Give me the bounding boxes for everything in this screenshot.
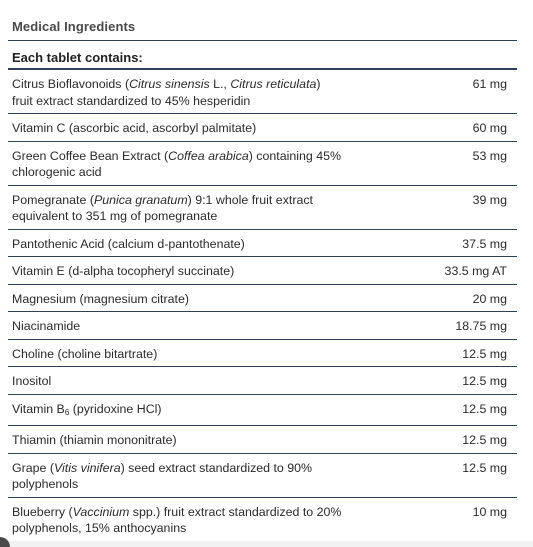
ingredient-row [8, 339, 517, 367]
name-text: ) containing 45% chlorogenic acid [12, 148, 342, 179]
subheading: Each tablet contains: [12, 50, 143, 65]
ingredient-name [8, 284, 348, 312]
ingredient-name [8, 394, 348, 426]
name-text: Vitamin B [12, 401, 65, 416]
ingredient-name [8, 114, 348, 142]
name-text: Choline (choline bitartrate) [12, 346, 158, 361]
ingredient-row [8, 185, 517, 229]
name-text: L., [209, 77, 231, 91]
subscript: 6 [64, 407, 70, 417]
ingredient-row [8, 497, 517, 541]
ingredient-name [8, 312, 348, 340]
ingredient-name [8, 497, 348, 541]
name-text: Pomegranate ( [12, 192, 94, 207]
ingredient-row [8, 284, 517, 312]
ingredient-name [8, 453, 348, 497]
ingredient-amount: 61 mg [348, 70, 517, 114]
latin-name: Vitis vinifera [54, 460, 121, 475]
ingredient-row [8, 367, 517, 395]
name-text: ) 9:1 whole fruit extract equivalent to 351 mg of pomegranate [12, 192, 313, 223]
ingredient-name [8, 70, 348, 114]
name-text: spp.) fruit extract standardized to 20% polyphenols, 15% anthocyanins [12, 504, 342, 535]
ingredients-table [8, 70, 517, 542]
ingredient-row [8, 70, 517, 114]
latin-name: Vaccinium [72, 504, 130, 519]
ingredient-amount: 33.5 mg AT [348, 257, 517, 285]
name-text: Vitamin C (ascorbic acid, ascorbyl palmitate) [12, 121, 257, 135]
ingredient-name [8, 141, 348, 185]
ingredient-amount: 12.5 mg [348, 394, 517, 426]
name-text: Magnesium (magnesium citrate) [12, 291, 189, 306]
ingredient-row [8, 394, 517, 426]
ingredient-row [8, 426, 517, 454]
name-text: ) fruit extract standardized to 45% hesperidin [12, 77, 321, 108]
ingredient-row [8, 453, 517, 497]
name-text: Inositol [12, 374, 52, 388]
ingredient-amount: 39 mg [348, 185, 517, 229]
name-text: Green Coffee Bean Extract ( [12, 148, 169, 163]
ingredient-name [8, 339, 348, 367]
ingredient-name [8, 257, 348, 285]
name-text: Niacinamide [12, 319, 81, 333]
ingredient-amount: 10 mg [348, 497, 517, 541]
ingredient-row [8, 141, 517, 185]
section-title: Medical Ingredients [12, 19, 136, 34]
ingredient-amount: 12.5 mg [348, 453, 517, 497]
ingredient-amount: 12.5 mg [348, 367, 517, 395]
name-text: ) seed extract standardized to 90% polyphenols [12, 460, 313, 491]
ingredient-amount: 12.5 mg [348, 426, 517, 454]
ingredient-row [8, 229, 517, 257]
ingredient-name [8, 426, 348, 454]
ingredient-amount: 37.5 mg [348, 229, 517, 257]
name-text: (pyridoxine HCl) [69, 401, 162, 416]
latin-name: Punica granatum [93, 192, 188, 207]
ingredient-amount: 18.75 mg [348, 312, 517, 340]
name-text: Vitamin E (d-alpha tocopheryl succinate) [12, 264, 235, 278]
name-text: Pantothenic Acid (calcium d-pantothenate) [12, 236, 245, 251]
name-text: Citrus Bioflavonoids ( [12, 77, 130, 91]
ingredient-row [8, 257, 517, 285]
ingredient-name [8, 229, 348, 257]
name-text: Thiamin (thiamin mononitrate) [12, 433, 177, 447]
name-text: Blueberry ( [12, 504, 73, 519]
latin-name: Citrus reticulata [230, 77, 317, 91]
latin-name: Coffea arabica [168, 148, 249, 163]
ingredient-name [8, 185, 348, 229]
ingredient-row [8, 114, 517, 142]
ingredient-amount: 53 mg [348, 141, 517, 185]
latin-name: Citrus sinensis [129, 77, 210, 91]
ingredient-amount: 20 mg [348, 284, 517, 312]
bottom-scroll-edge [0, 541, 533, 547]
ingredient-amount: 60 mg [348, 114, 517, 142]
ingredient-row [8, 312, 517, 340]
ingredients-table-body [8, 70, 517, 541]
name-text: Grape ( [12, 460, 55, 475]
ingredient-name [8, 367, 348, 395]
ingredient-amount: 12.5 mg [348, 339, 517, 367]
